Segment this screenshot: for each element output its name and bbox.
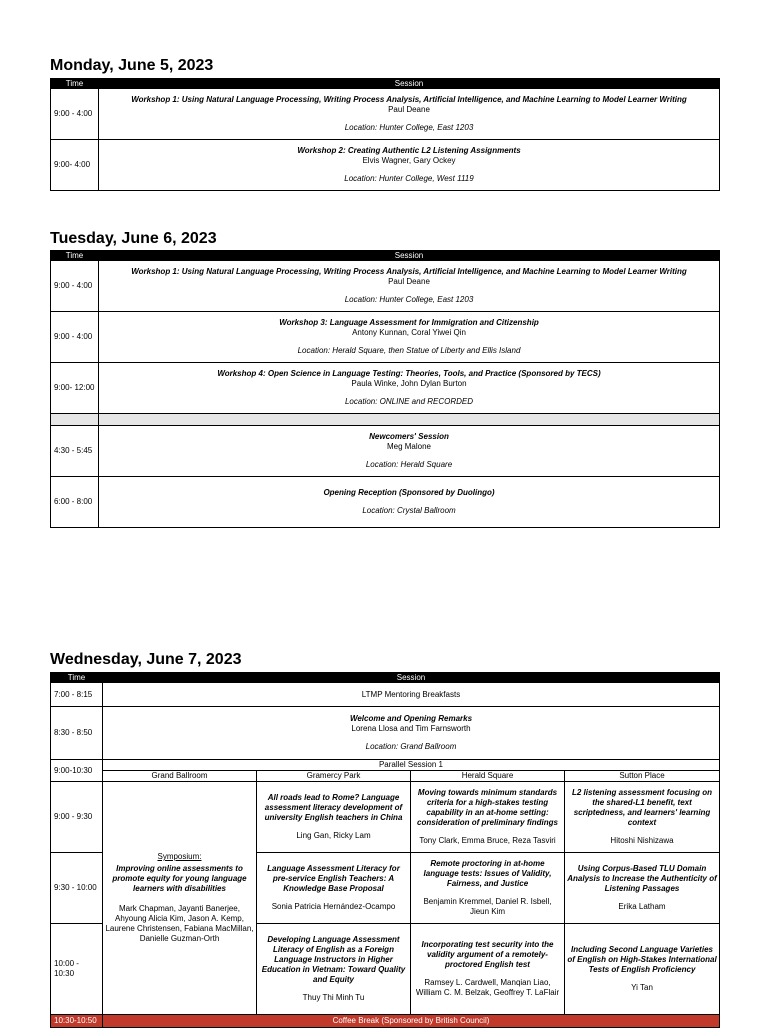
session-location: Location: Herald Square, then Statue of Liberty and Ellis Island (297, 346, 521, 355)
session-presenters: Antony Kunnan, Coral Yiwei Qin (352, 328, 466, 337)
paper-title: Remote proctoring in at-home language tests: Issues of Validity, Fairness, and Justice (423, 859, 552, 888)
session-time: 10:30-10:50 (51, 1015, 103, 1028)
session-presenters: Paul Deane (388, 277, 430, 286)
table-row (51, 140, 720, 191)
paper-presenters: Benjamin Kremmel, Daniel R. Isbell, Jieun Kim (423, 897, 552, 916)
session-cell (99, 89, 720, 140)
wednesday-heading: Wednesday, June 7, 2023 (50, 651, 242, 668)
paper-presenters: Ramsey L. Cardwell, Manqian Liao, William C. M. Belzak, Geoffrey T. LaFlair (415, 978, 560, 997)
session-location: Location: ONLINE and RECORDED (344, 397, 474, 406)
table-row (51, 426, 720, 477)
table-row (51, 312, 720, 363)
tuesday-schedule-table (50, 250, 720, 528)
room-header: Sutton Place (565, 771, 720, 782)
table-row (51, 782, 720, 853)
session-presenters: Paula Winke, John Dylan Burton (351, 379, 467, 388)
session-location: Location: Hunter College, West 1119 (344, 174, 474, 183)
session-time: 9:00 - 4:00 (51, 89, 99, 140)
paper-cell (257, 782, 411, 853)
paper-title: Language Assessment Literacy for pre-service English Teachers: A Knowledge Base Proposal (267, 864, 400, 893)
session-location: Location: Herald Square (365, 460, 453, 469)
paper-presenters: Hitoshi Nishizawa (610, 836, 674, 845)
paper-cell (257, 924, 411, 1015)
session-time: 9:00-10:30 (51, 760, 103, 782)
paper-title: Including Second Language Varieties of English on High-Stakes International Tests of English Proficiency (567, 945, 717, 974)
session-time: 9:00 - 4:00 (51, 312, 99, 363)
session-time: 9:00- 4:00 (51, 140, 99, 191)
paper-cell (411, 924, 565, 1015)
session-presenters: Paul Deane (388, 105, 430, 114)
paper-presenters: Yi Tan (631, 983, 653, 992)
paper-title: All roads lead to Rome? Language assessment literacy development of university English teachers in China (264, 793, 403, 822)
table-row (51, 363, 720, 414)
parallel-session-label: Parallel Session 1 (103, 760, 720, 771)
table-row (51, 477, 720, 528)
table-header-row (51, 79, 720, 89)
room-header: Gramercy Park (257, 771, 411, 782)
session-time: 8:30 - 8:50 (51, 707, 103, 760)
room-header: Herald Square (411, 771, 565, 782)
paper-cell (411, 782, 565, 853)
symposium-presenters: Mark Chapman, Jayanti Banerjee, Ahyoung Alicia Kim, Jason A. Kemp, Laurene Christensen, Fabiana MacMillan, Danielle Guzman-Orth (105, 904, 254, 943)
session-presenters: Lorena Llosa and Tim Farnsworth (351, 724, 471, 733)
session-time: 9:00 - 4:00 (51, 261, 99, 312)
wednesday-schedule-table (50, 672, 720, 1028)
session-presenters: Elvis Wagner, Gary Ockey (362, 156, 456, 165)
table-header-row (51, 673, 720, 683)
session-time: 9:00 - 9:30 (51, 782, 103, 853)
session-time: 9:30 - 10:00 (51, 853, 103, 924)
paper-presenters: Thuy Thi Minh Tu (302, 993, 365, 1002)
paper-title: Incorporating test security into the validity argument of a remotely-proctored English test (421, 940, 554, 969)
session-title: Newcomers' Session (369, 432, 449, 441)
paper-presenters: Erika Latham (618, 902, 666, 911)
table-spacer-row (51, 414, 720, 426)
room-header: Grand Ballroom (103, 771, 257, 782)
symposium-cell (103, 782, 257, 1015)
breakfast-label: LTMP Mentoring Breakfasts (103, 683, 720, 707)
session-cell (99, 312, 720, 363)
session-title: Workshop 1: Using Natural Language Processing, Writing Process Analysis, Artificial Intelligence, and Machine Learning to Model Learner Writing (131, 267, 687, 276)
session-cell (99, 477, 720, 528)
table-row (51, 89, 720, 140)
symposium-label: Symposium: (157, 852, 202, 861)
session-location: Location: Crystal Ballroom (362, 506, 456, 515)
session-header: Session (99, 79, 720, 89)
paper-cell (565, 853, 720, 924)
tuesday-heading: Tuesday, June 6, 2023 (50, 230, 217, 247)
session-presenters: Meg Malone (386, 442, 432, 451)
session-cell (99, 261, 720, 312)
session-title: Welcome and Opening Remarks (349, 714, 473, 723)
session-header: Session (103, 673, 720, 683)
time-header: Time (51, 673, 103, 683)
session-cell (99, 363, 720, 414)
session-title: Opening Reception (Sponsored by Duolingo) (323, 488, 495, 497)
coffee-break-row (51, 1015, 720, 1028)
table-row (51, 261, 720, 312)
table-row (51, 683, 720, 707)
session-title: Workshop 2: Creating Authentic L2 Listening Assignments (297, 146, 521, 155)
session-time: 7:00 - 8:15 (51, 683, 103, 707)
session-title: Workshop 4: Open Science in Language Testing: Theories, Tools, and Practice (Sponsored by TECS) (217, 369, 601, 378)
paper-cell (257, 853, 411, 924)
time-header: Time (51, 251, 99, 261)
session-location: Location: Grand Ballroom (365, 742, 457, 751)
paper-presenters: Tony Clark, Emma Bruce, Reza Tasviri (419, 836, 556, 845)
parallel-session-row (51, 760, 720, 771)
session-title: Workshop 3: Language Assessment for Immigration and Citizenship (279, 318, 539, 327)
time-header: Time (51, 79, 99, 89)
table-header-row (51, 251, 720, 261)
session-cell (99, 140, 720, 191)
session-cell (99, 426, 720, 477)
paper-cell (411, 853, 565, 924)
session-title: Workshop 1: Using Natural Language Processing, Writing Process Analysis, Artificial Intelligence, and Machine Learning to Model Learner Writing (131, 95, 687, 104)
session-time: 9:00- 12:00 (51, 363, 99, 414)
paper-title: L2 listening assessment focusing on the shared-L1 benefit, text scriptedness, and learners' learning context (571, 788, 713, 827)
paper-cell (565, 782, 720, 853)
session-time: 4:30 - 5:45 (51, 426, 99, 477)
symposium-title: Improving online assessments to promote equity for young language learners with disabilities (112, 864, 247, 893)
coffee-break-label: Coffee Break (Sponsored by British Council) (103, 1015, 720, 1028)
session-cell (103, 707, 720, 760)
paper-title: Using Corpus-Based TLU Domain Analysis to Increase the Authenticity of Listening Passages (567, 864, 717, 893)
session-time: 6:00 - 8:00 (51, 477, 99, 528)
session-header: Session (99, 251, 720, 261)
session-location: Location: Hunter College, East 1203 (344, 295, 474, 304)
paper-cell (565, 924, 720, 1015)
monday-heading: Monday, June 5, 2023 (50, 57, 214, 74)
table-row (51, 707, 720, 760)
monday-schedule-table (50, 78, 720, 191)
paper-title: Developing Language Assessment Literacy of English as a Foreign Language Instructors in Higher Education in Vietnam: Toward Quality and Equity (261, 935, 406, 984)
room-header-row (51, 771, 720, 782)
paper-presenters: Sonia Patricia Hernández-Ocampo (271, 902, 396, 911)
paper-title: Moving towards minimum standards criteria for a high-stakes testing capability in an at-home setting: consideration of preliminary findings (417, 788, 558, 827)
paper-presenters: Ling Gan, Ricky Lam (296, 831, 371, 840)
session-time: 10:00 - 10:30 (51, 924, 103, 1015)
session-location: Location: Hunter College, East 1203 (344, 123, 474, 132)
